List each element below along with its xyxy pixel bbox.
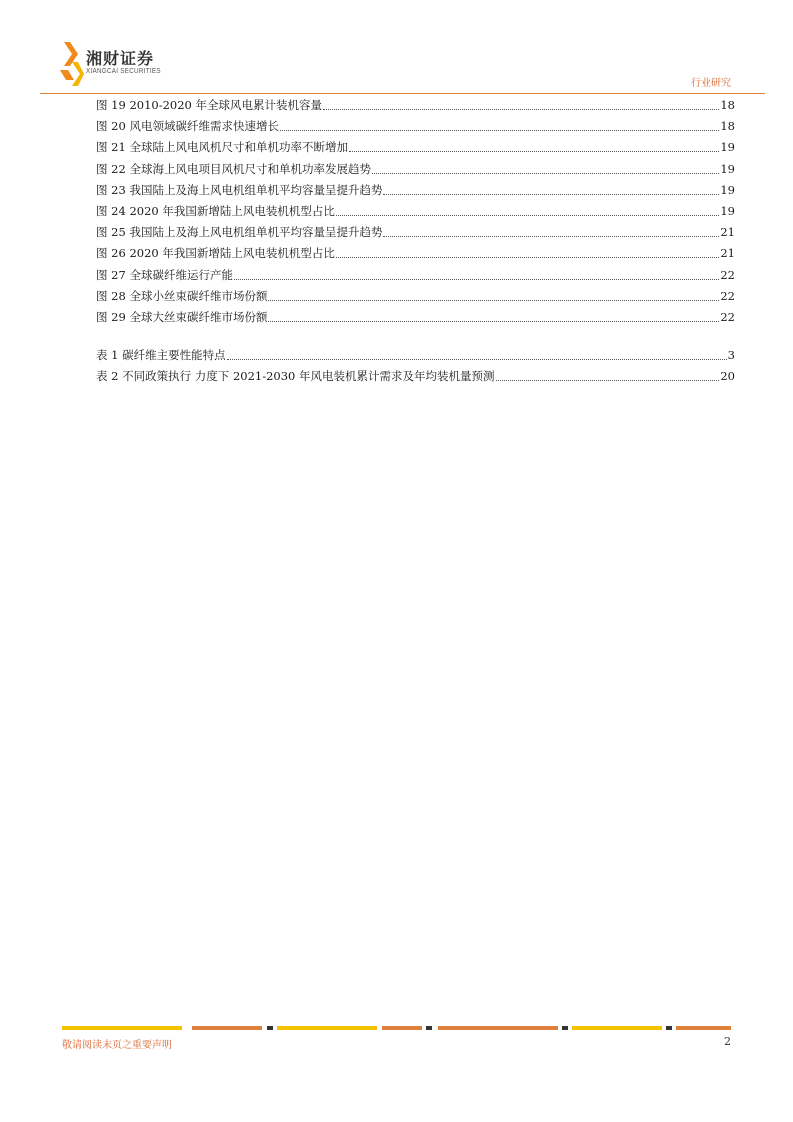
leader-dots — [372, 173, 719, 174]
toc-entry-page: 20 — [720, 369, 735, 384]
toc-entry-label: 图 21 全球陆上风电风机尺寸和单机功率不断增加 — [96, 140, 348, 155]
disclaimer-note: 敬请阅读末页之重要声明 — [62, 1040, 172, 1051]
footer-stripe — [62, 1026, 731, 1030]
company-logo — [60, 40, 180, 86]
toc-entry-page: 19 — [720, 182, 735, 197]
toc-entry-label: 图 26 2020 年我国新增陆上风电装机机型占比 — [96, 246, 335, 261]
toc-entry-label: 表 2 不同政策执行 力度下 2021-2030 年风电装机累计需求及年均装机量预测 — [96, 369, 495, 384]
toc-entry-label: 图 24 2020 年我国新增陆上风电装机机型占比 — [96, 203, 335, 218]
toc-entry-page: 19 — [720, 161, 735, 176]
leader-dots — [268, 300, 719, 301]
toc-entry[interactable] — [96, 95, 735, 116]
figure-list — [96, 95, 735, 328]
section-tag: 行业研究 — [691, 78, 731, 89]
toc-entry[interactable] — [96, 286, 735, 307]
logo-english-name: XIANGCAI SECURITIES — [86, 68, 161, 75]
toc-entry-label: 图 20 风电领域碳纤维需求快速增长 — [96, 119, 279, 134]
toc-entry[interactable] — [96, 243, 735, 264]
page-number: 2 — [724, 1035, 731, 1048]
table-list — [96, 345, 735, 387]
toc-entry-page: 21 — [720, 246, 735, 261]
toc-entry[interactable] — [96, 307, 735, 328]
toc-entry-page: 21 — [720, 225, 735, 240]
header-divider — [40, 93, 765, 94]
logo-chinese-name: 湘财证券 — [86, 49, 155, 68]
leader-dots — [496, 380, 720, 381]
page-header — [0, 0, 793, 100]
toc-entry-page: 22 — [720, 309, 735, 324]
toc-entry[interactable] — [96, 137, 735, 158]
leader-dots — [383, 236, 719, 237]
logo-mark-icon — [60, 40, 84, 86]
toc-entry-label: 图 27 全球碳纤维运行产能 — [96, 267, 233, 282]
toc-entry-label: 图 29 全球大丝束碳纤维市场份额 — [96, 309, 268, 324]
toc-entry[interactable] — [96, 366, 735, 387]
leader-dots — [336, 215, 719, 216]
leader-dots — [234, 279, 719, 280]
toc-entry-page: 18 — [720, 98, 735, 112]
toc-entry-page: 22 — [720, 267, 735, 282]
toc-entry[interactable] — [96, 201, 735, 222]
toc-entry-label: 表 1 碳纤维主要性能特点 — [96, 348, 226, 362]
toc-entry-page: 19 — [720, 140, 735, 155]
toc-entry-label: 图 22 全球海上风电项目风机尺寸和单机功率发展趋势 — [96, 161, 371, 176]
leader-dots — [280, 130, 719, 131]
toc-entry-label: 图 19 2010-2020 年全球风电累计装机容量 — [96, 98, 323, 112]
toc-entry-page: 18 — [720, 119, 735, 134]
leader-dots — [268, 321, 719, 322]
toc-entry[interactable] — [96, 345, 735, 366]
toc-entry-page: 19 — [720, 203, 735, 218]
toc-entry-label: 图 28 全球小丝束碳纤维市场份额 — [96, 288, 268, 303]
toc-entry[interactable] — [96, 180, 735, 201]
toc-entry[interactable] — [96, 265, 735, 286]
toc-entry[interactable] — [96, 159, 735, 180]
leader-dots — [349, 151, 719, 152]
toc-entry-label: 图 25 我国陆上及海上风电机组单机平均容量呈提升趋势 — [96, 225, 383, 240]
leader-dots — [336, 257, 719, 258]
toc-entry[interactable] — [96, 222, 735, 243]
leader-dots — [383, 194, 719, 195]
toc-entry-label: 图 23 我国陆上及海上风电机组单机平均容量呈提升趋势 — [96, 182, 383, 197]
leader-dots — [227, 359, 727, 360]
leader-dots — [323, 109, 719, 110]
toc-entry-page: 22 — [720, 288, 735, 303]
toc-entry[interactable] — [96, 116, 735, 137]
toc-entry-page: 3 — [727, 348, 735, 362]
